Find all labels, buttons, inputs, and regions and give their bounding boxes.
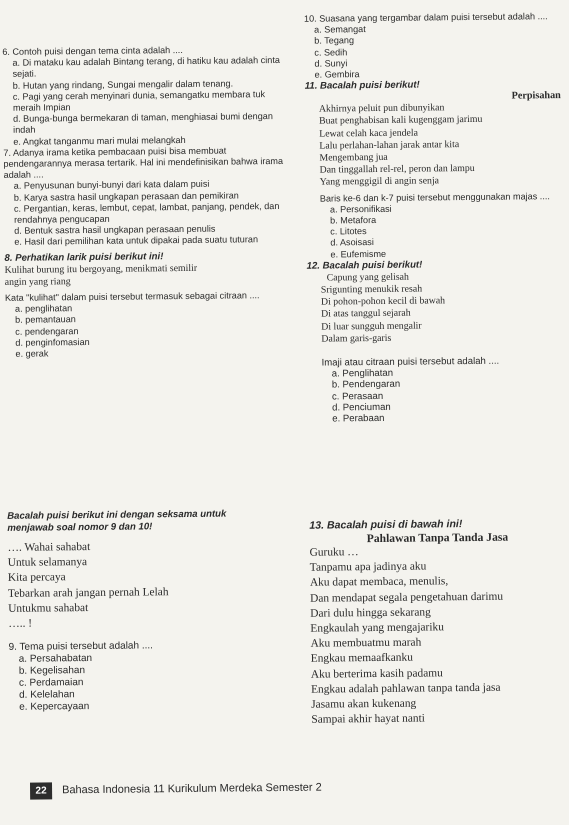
poem-line: Buat penghabisan kali kugenggam jarimu bbox=[319, 114, 483, 127]
option-12d: d. Penciuman bbox=[332, 401, 391, 414]
poem-line: Engkaulah yang mengajariku bbox=[310, 621, 444, 635]
option-11e: e. Eufemisme bbox=[330, 248, 387, 260]
option-6a: a. Di mataku kau adalah Bintang terang, di hatiku kau adalah cinta sejati. bbox=[12, 55, 280, 80]
poem-line: Dari dulu hingga sekarang bbox=[310, 606, 431, 620]
question-10 bbox=[304, 11, 561, 81]
poem-title: Perpisahan bbox=[511, 90, 561, 102]
option-7a: a. Penyusunan bunyi-bunyi dari kata dalam puisi bbox=[13, 179, 210, 192]
option-11a: a. Personifikasi bbox=[329, 203, 392, 215]
option-12e: e. Perabaan bbox=[332, 413, 385, 425]
poem-line: Dan tinggallah rel-rel, peron dan lampu bbox=[319, 163, 475, 176]
question-6 bbox=[2, 44, 291, 148]
page-footer bbox=[30, 778, 322, 801]
option-9b: b. Kegelisahan bbox=[18, 665, 86, 677]
question-7-text: 7. Adanya irama ketika pembacaan puisi bisa membuat pendengarannya merasa tertarik. Hal ini mendefinisikan bahwa irama adalah .... bbox=[3, 145, 284, 181]
book-title: Bahasa Indonesia 11 Kurikulum Merdeka Semester 2 bbox=[62, 781, 322, 797]
option-11c: c. Litotes bbox=[330, 226, 367, 237]
option-6c: c. Pagi yang cerah menyinari dunia, semangatku membara tuk meraih Impian bbox=[12, 88, 266, 113]
poem-line: Srigunting menukik resah bbox=[320, 283, 423, 296]
poem-line: Di atas tanggul sejarah bbox=[321, 308, 411, 321]
question-13-header: 13. Bacalah puisi di bawah ini! bbox=[309, 518, 463, 532]
option-7c: c. Pergantian, keras, lembut, cepat, lambat, panjang, pendek, dan rendahnya pengucapan bbox=[13, 200, 280, 225]
poem-line: Aku dapat membaca, menulis, bbox=[309, 575, 449, 590]
poem-line: Dan mendapat segala pengetahuan darimu bbox=[310, 590, 504, 605]
poem-line: Di luar sungguh mengalir bbox=[321, 320, 422, 333]
poem-line: Akhirnya peluit pun dibunyikan bbox=[318, 102, 445, 115]
question-11-text: Baris ke-6 dan k-7 puisi tersebut menggunakan majas .... bbox=[319, 190, 550, 204]
poem-line: Kulihat burung itu bergoyang, menikmati semilir bbox=[4, 262, 198, 276]
option-10e: e. Gembira bbox=[314, 69, 360, 80]
option-9a: a. Persahabatan bbox=[18, 653, 93, 665]
section-header-line: Bacalah puisi berikut ini dengan seksama untuk bbox=[7, 508, 227, 522]
poem-line: Aku berterima kasih padamu bbox=[310, 666, 443, 681]
poem-line: …. Wahai sahabat bbox=[7, 540, 91, 554]
poem-line: Dalam garis-garis bbox=[321, 332, 392, 345]
question-6-text: 6. Contoh puisi dengan tema cinta adalah .... bbox=[2, 44, 183, 57]
poem-line: Lewat celah kaca jendela bbox=[319, 127, 419, 140]
question-7 bbox=[3, 145, 292, 249]
option-10c: c. Sedih bbox=[314, 46, 348, 58]
option-6d: d. Bunga-bunga bermekaran di taman, menghiasai bumi dengan indah bbox=[12, 111, 273, 136]
option-8a: a. penglihatan bbox=[14, 303, 73, 315]
option-7d: d. Bentuk sastra hasil ungkapan perasaan penulis bbox=[14, 223, 216, 237]
option-10b: b. Tegang bbox=[314, 35, 355, 47]
poem-line: Guruku … bbox=[309, 546, 359, 559]
poem-sahabat bbox=[7, 538, 296, 632]
option-12c: c. Perasaan bbox=[331, 390, 384, 403]
poem-line: Tanpamu apa jadinya aku bbox=[309, 560, 427, 574]
option-11b: b. Metafora bbox=[330, 215, 377, 226]
question-8-header: 8. Perhatikan larik puisi berikut ini! bbox=[4, 250, 164, 264]
question-9-text: 9. Tema puisi tersebut adalah .... bbox=[8, 640, 153, 654]
poem-line: Tebarkan arah jangan pernah Lelah bbox=[7, 585, 169, 600]
poem-line: Jasamu akan kukenang bbox=[311, 697, 417, 711]
poem-line: Kita percaya bbox=[7, 571, 66, 585]
poem-line: Engkau memaafkanku bbox=[310, 652, 413, 666]
option-9d: d. Kelelahan bbox=[19, 689, 75, 701]
poem-line: angin yang riang bbox=[4, 276, 71, 288]
poem-line: Sampai akhir hayat nanti bbox=[311, 712, 425, 726]
question-9 bbox=[9, 639, 298, 714]
poem-title: Capung yang gelisah bbox=[326, 271, 409, 284]
option-12b: b. Pendengaran bbox=[331, 379, 401, 391]
poem-line: Untukmu sahabat bbox=[8, 601, 89, 615]
page-number: 22 bbox=[30, 782, 52, 799]
option-8c: c. pendengaran bbox=[15, 325, 79, 337]
left-column bbox=[2, 44, 293, 360]
option-11d: d. Asoisasi bbox=[330, 237, 374, 248]
poem-line: ….. ! bbox=[8, 617, 33, 630]
question-8 bbox=[4, 250, 293, 361]
question-12-text: Imaji atau citraan puisi tersebut adalah .... bbox=[321, 355, 500, 369]
left-bottom-section bbox=[7, 508, 297, 714]
poem-line: Di pohon-pohon kecil di bawah bbox=[320, 295, 446, 308]
option-6e: e. Angkat tanganmu mari mulai melangkah bbox=[13, 134, 186, 147]
question-11-header: 11. Bacalah puisi berikut! bbox=[304, 79, 420, 92]
option-8d: d. penginfomasian bbox=[15, 336, 90, 348]
right-column bbox=[304, 11, 564, 425]
option-12a: a. Penglihatan bbox=[331, 368, 394, 380]
question-11 bbox=[305, 78, 563, 260]
option-8e: e. gerak bbox=[15, 348, 49, 359]
poem-line: Mengembang jua bbox=[319, 151, 388, 164]
question-10-text: 10. Suasana yang tergambar dalam puisi tersebut adalah .... bbox=[303, 11, 548, 24]
poem-line: Engkau adalah pahlawan tanpa tanda jasa bbox=[310, 681, 501, 696]
poem-line: Aku membuatmu marah bbox=[310, 636, 422, 650]
poem-line: Lalu perlahan-lahan jarak antar kita bbox=[319, 138, 460, 152]
poem-title: Pahlawan Tanpa Tanda Jasa bbox=[366, 530, 509, 546]
poem-line: Untuk selamanya bbox=[7, 556, 88, 570]
question-12-header: 12. Bacalah puisi berikut! bbox=[306, 259, 423, 272]
question-8-text: Kata "kulihat" dalam puisi tersebut termasuk sebagai citraan .... bbox=[4, 290, 260, 303]
option-7e: e. Hasil dari pemilihan kata untuk dipakai pada suatu tuturan bbox=[14, 234, 259, 248]
option-7b: b. Karya sastra hasil ungkapan perasaan dan pemikiran bbox=[13, 190, 239, 203]
option-10a: a. Semangat bbox=[314, 24, 366, 35]
question-12 bbox=[307, 258, 565, 425]
option-8b: b. pemantauan bbox=[15, 314, 76, 326]
option-9c: c. Perdamaian bbox=[18, 677, 84, 689]
question-13 bbox=[309, 517, 567, 728]
option-9e: e. Kepercayaan bbox=[19, 701, 90, 713]
option-6b: b. Hutan yang rindang, Sungai mengalir dalam tenang. bbox=[12, 78, 234, 91]
section-header-line: menjawab soal nomor 9 dan 10! bbox=[7, 521, 153, 534]
poem-line: Yang menggigil di angin senja bbox=[319, 175, 440, 189]
option-10d: d. Sunyi bbox=[314, 58, 348, 69]
